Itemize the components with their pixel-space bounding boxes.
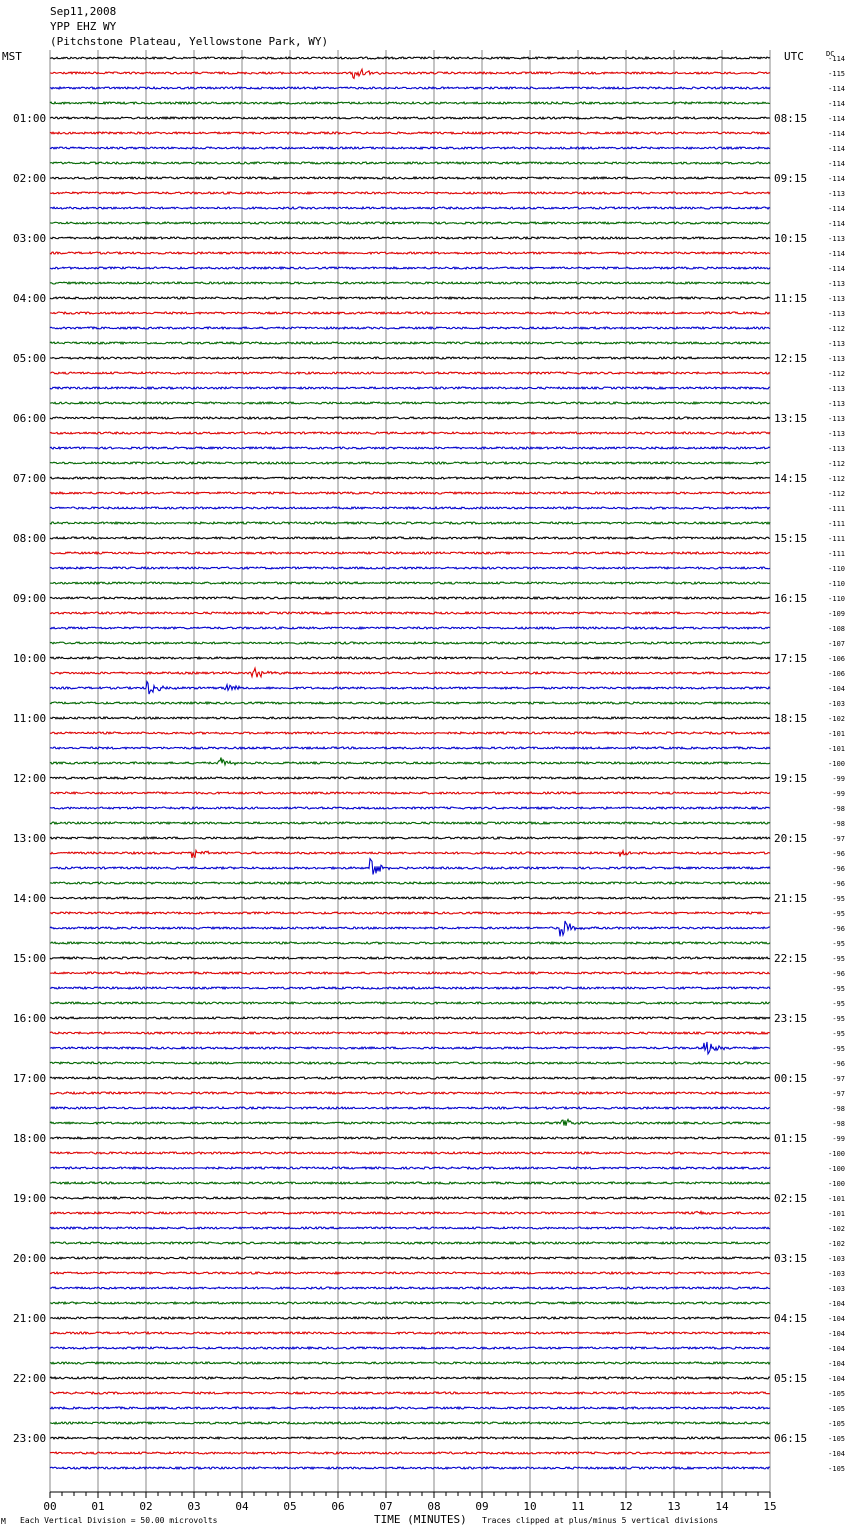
dc-offset-label: -99 [832, 1135, 845, 1143]
trace-45 [50, 732, 770, 734]
x-tick-label: 08 [427, 1500, 441, 1513]
right-hour-label: 03:15 [774, 1252, 808, 1265]
trace-46 [50, 747, 770, 749]
left-hour-labels [13, 112, 46, 1445]
dc-offset-label: -100 [828, 1150, 845, 1158]
dc-offset-label: -95 [832, 1045, 845, 1053]
dc-offset-label: -103 [828, 700, 845, 708]
dc-offset-label: -96 [832, 925, 845, 933]
dc-offset-label: -104 [828, 1345, 845, 1353]
right-hour-label: 14:15 [774, 472, 808, 485]
dc-offset-label: -113 [828, 235, 845, 243]
dc-offset-label: -114 [828, 160, 845, 168]
dc-offset-label: -95 [832, 955, 845, 963]
dc-header: DC [826, 50, 835, 58]
trace-60 [50, 957, 770, 959]
trace-71 [50, 1119, 770, 1125]
dc-offset-label: -104 [828, 1360, 845, 1368]
trace-41 [50, 668, 770, 677]
trace-64 [50, 1017, 770, 1019]
left-hour-label: 10:00 [13, 652, 47, 665]
dc-offset-label: -102 [828, 1225, 845, 1233]
trace-21 [50, 372, 770, 374]
x-tick-label: 03 [187, 1500, 201, 1513]
right-hour-label: 04:15 [774, 1312, 808, 1325]
right-hour-label: 01:15 [774, 1132, 808, 1145]
trace-74 [50, 1167, 770, 1169]
trace-87 [50, 1362, 770, 1364]
trace-59 [50, 942, 770, 944]
trace-44 [50, 717, 770, 719]
traces [50, 57, 770, 1469]
left-hour-label: 16:00 [13, 1012, 47, 1025]
trace-37 [50, 612, 770, 614]
left-hour-label: 23:00 [13, 1432, 47, 1445]
dc-offset-label: -111 [828, 535, 845, 543]
dc-offset-label: -103 [828, 1270, 845, 1278]
trace-6 [50, 147, 770, 149]
dc-offset-label: -113 [828, 340, 845, 348]
trace-9 [50, 192, 770, 194]
trace-73 [50, 1152, 770, 1154]
left-hour-label: 03:00 [13, 232, 47, 245]
dc-offset-label: -102 [828, 1240, 845, 1248]
x-tick-label: 09 [475, 1500, 489, 1513]
trace-62 [50, 987, 770, 989]
dc-offset-label: -114 [828, 175, 845, 183]
dc-offset-label: -113 [828, 400, 845, 408]
right-hour-label: 00:15 [774, 1072, 808, 1085]
right-hour-label: 17:15 [774, 652, 808, 665]
left-hour-label: 06:00 [13, 412, 47, 425]
dc-offset-label: -101 [828, 1210, 845, 1218]
trace-70 [50, 1107, 770, 1109]
dc-offset-label: -112 [828, 325, 845, 333]
trace-28 [50, 477, 770, 479]
trace-20 [50, 357, 770, 359]
dc-offset-label: -104 [828, 1450, 845, 1458]
dc-offset-label: -105 [828, 1435, 845, 1443]
right-hour-label: 19:15 [774, 772, 808, 785]
x-tick-label: 13 [667, 1500, 681, 1513]
dc-offset-label: -105 [828, 1420, 845, 1428]
trace-39 [50, 642, 770, 644]
dc-offset-label: -100 [828, 1180, 845, 1188]
trace-22 [50, 387, 770, 389]
left-hour-label: 14:00 [13, 892, 47, 905]
trace-66 [50, 1042, 770, 1054]
trace-17 [50, 312, 770, 314]
dc-offset-label: -111 [828, 520, 845, 528]
dc-offset-label: -114 [828, 115, 845, 123]
trace-8 [50, 177, 770, 179]
trace-49 [50, 792, 770, 794]
trace-90 [50, 1407, 770, 1409]
dc-offset-label: -114 [828, 100, 845, 108]
dc-offset-label: -112 [828, 370, 845, 378]
left-hour-label: 04:00 [13, 292, 47, 305]
dc-offset-label: -100 [828, 760, 845, 768]
trace-16 [50, 297, 770, 299]
dc-offset-label: -104 [828, 685, 845, 693]
trace-58 [50, 921, 770, 936]
right-hour-label: 08:15 [774, 112, 808, 125]
dc-offset-label: -100 [828, 1165, 845, 1173]
dc-offset-label: -114 [828, 55, 845, 63]
trace-72 [50, 1137, 770, 1139]
left-hour-label: 01:00 [13, 112, 47, 125]
trace-75 [50, 1182, 770, 1184]
trace-89 [50, 1392, 770, 1394]
dc-offset-label: -97 [832, 835, 845, 843]
dc-offset-label: -104 [828, 1375, 845, 1383]
dc-offset-label: -96 [832, 865, 845, 873]
right-hour-label: 18:15 [774, 712, 808, 725]
dc-offset-label: -102 [828, 715, 845, 723]
x-tick-label: 01 [91, 1500, 105, 1513]
trace-88 [50, 1377, 770, 1379]
dc-offset-label: -95 [832, 910, 845, 918]
dc-offset-label: -96 [832, 880, 845, 888]
dc-offset-label: -110 [828, 565, 845, 573]
trace-84 [50, 1317, 770, 1319]
trace-30 [50, 507, 770, 509]
right-hour-label: 12:15 [774, 352, 808, 365]
left-hour-label: 12:00 [13, 772, 47, 785]
dc-offset-label: -113 [828, 430, 845, 438]
dc-offset-label: -101 [828, 730, 845, 738]
dc-offset-label: -95 [832, 1015, 845, 1023]
trace-50 [50, 807, 770, 809]
dc-offset-labels [828, 55, 845, 1473]
trace-65 [50, 1032, 770, 1034]
trace-14 [50, 267, 770, 269]
dc-offset-label: -112 [828, 460, 845, 468]
trace-85 [50, 1332, 770, 1334]
left-hour-label: 17:00 [13, 1072, 47, 1085]
left-hour-label: 13:00 [13, 832, 47, 845]
trace-55 [50, 882, 770, 884]
trace-78 [50, 1227, 770, 1229]
trace-77 [50, 1211, 770, 1214]
dc-offset-label: -114 [828, 220, 845, 228]
right-hour-label: 02:15 [774, 1192, 808, 1205]
trace-0 [50, 57, 770, 59]
x-tick-label: 07 [379, 1500, 393, 1513]
right-hour-label: 23:15 [774, 1012, 808, 1025]
dc-offset-label: -115 [828, 70, 845, 78]
dc-offset-label: -105 [828, 1405, 845, 1413]
left-hour-label: 22:00 [13, 1372, 47, 1385]
trace-53 [50, 850, 770, 857]
x-tick-label: 10 [523, 1500, 537, 1513]
trace-23 [50, 402, 770, 404]
dc-offset-label: -101 [828, 745, 845, 753]
header-station: YPP EHZ WY [50, 20, 117, 33]
trace-35 [50, 582, 770, 584]
dc-offset-label: -113 [828, 295, 845, 303]
trace-15 [50, 282, 770, 284]
trace-11 [50, 222, 770, 224]
trace-34 [50, 567, 770, 569]
trace-12 [50, 237, 770, 239]
trace-63 [50, 1002, 770, 1004]
dc-offset-label: -114 [828, 205, 845, 213]
dc-offset-label: -110 [828, 595, 845, 603]
trace-48 [50, 777, 770, 779]
trace-18 [50, 327, 770, 329]
dc-offset-label: -98 [832, 1105, 845, 1113]
dc-offset-label: -95 [832, 940, 845, 948]
trace-40 [50, 657, 770, 659]
trace-68 [50, 1077, 770, 1079]
right-hour-label: 22:15 [774, 952, 808, 965]
left-hour-label: 15:00 [13, 952, 47, 965]
dc-offset-label: -96 [832, 850, 845, 858]
dc-offset-label: -110 [828, 580, 845, 588]
trace-76 [50, 1197, 770, 1199]
dc-offset-label: -98 [832, 805, 845, 813]
x-tick-label: 12 [619, 1500, 633, 1513]
right-timezone: UTC [784, 50, 804, 63]
right-hour-labels [774, 112, 807, 1445]
dc-offset-label: -95 [832, 985, 845, 993]
trace-57 [50, 912, 770, 914]
left-hour-label: 09:00 [13, 592, 47, 605]
dc-offset-label: -111 [828, 550, 845, 558]
trace-54 [50, 859, 770, 875]
trace-1 [50, 69, 770, 78]
dc-offset-label: -103 [828, 1255, 845, 1263]
trace-32 [50, 537, 770, 539]
trace-51 [50, 822, 770, 824]
trace-33 [50, 552, 770, 554]
trace-24 [50, 417, 770, 419]
left-hour-label: 07:00 [13, 472, 47, 485]
right-hour-label: 20:15 [774, 832, 808, 845]
clip-note: Traces clipped at plus/minus 5 vertical divisions [482, 1516, 719, 1525]
trace-19 [50, 342, 770, 344]
left-hour-label: 11:00 [13, 712, 47, 725]
dc-offset-label: -104 [828, 1300, 845, 1308]
dc-offset-label: -95 [832, 1030, 845, 1038]
trace-86 [50, 1347, 770, 1349]
x-tick-label: 15 [763, 1500, 777, 1513]
dc-offset-label: -112 [828, 475, 845, 483]
dc-offset-label: -114 [828, 85, 845, 93]
trace-42 [50, 682, 770, 694]
trace-91 [50, 1422, 770, 1424]
dc-offset-label: -113 [828, 190, 845, 198]
dc-offset-label: -113 [828, 355, 845, 363]
dc-offset-label: -99 [832, 775, 845, 783]
trace-29 [50, 492, 770, 494]
x-tick-label: 06 [331, 1500, 345, 1513]
trace-25 [50, 432, 770, 434]
trace-10 [50, 207, 770, 209]
trace-83 [50, 1302, 770, 1304]
dc-offset-label: -113 [828, 445, 845, 453]
trace-52 [50, 837, 770, 839]
dc-offset-label: -113 [828, 415, 845, 423]
trace-67 [50, 1062, 770, 1064]
dc-offset-label: -107 [828, 640, 845, 648]
dc-offset-label: -104 [828, 1315, 845, 1323]
right-hour-label: 11:15 [774, 292, 808, 305]
header-date: Sep11,2008 [50, 5, 117, 18]
scale-note: Each Vertical Division = 50.00 microvolts [20, 1516, 218, 1525]
trace-13 [50, 252, 770, 254]
trace-56 [50, 897, 770, 899]
right-hour-label: 16:15 [774, 592, 808, 605]
left-timezone: MST [2, 50, 22, 63]
dc-offset-label: -95 [832, 895, 845, 903]
trace-7 [50, 162, 770, 164]
dc-offset-label: -106 [828, 655, 845, 663]
dc-offset-label: -113 [828, 385, 845, 393]
x-axis-title: TIME (MINUTES) [374, 1513, 467, 1526]
trace-94 [50, 1467, 770, 1469]
dc-offset-label: -96 [832, 970, 845, 978]
x-axis [43, 1492, 776, 1513]
dc-offset-label: -105 [828, 1465, 845, 1473]
trace-82 [50, 1287, 770, 1289]
dc-offset-label: -105 [828, 1390, 845, 1398]
x-tick-label: 14 [715, 1500, 729, 1513]
trace-80 [50, 1257, 770, 1259]
dc-offset-label: -104 [828, 1330, 845, 1338]
dc-offset-label: -114 [828, 130, 845, 138]
dc-offset-label: -112 [828, 490, 845, 498]
corner-mark: M [1, 1517, 6, 1526]
trace-4 [50, 117, 770, 119]
dc-offset-label: -113 [828, 310, 845, 318]
left-hour-label: 08:00 [13, 532, 47, 545]
x-tick-label: 04 [235, 1500, 249, 1513]
trace-2 [50, 87, 770, 89]
right-hour-label: 13:15 [774, 412, 808, 425]
trace-26 [50, 447, 770, 449]
trace-61 [50, 972, 770, 974]
left-hour-label: 21:00 [13, 1312, 47, 1325]
dc-offset-label: -97 [832, 1090, 845, 1098]
trace-92 [50, 1437, 770, 1439]
left-hour-label: 18:00 [13, 1132, 47, 1145]
left-hour-label: 02:00 [13, 172, 47, 185]
left-hour-label: 20:00 [13, 1252, 47, 1265]
dc-offset-label: -101 [828, 1195, 845, 1203]
dc-offset-label: -98 [832, 1120, 845, 1128]
dc-offset-label: -96 [832, 1060, 845, 1068]
right-hour-label: 10:15 [774, 232, 808, 245]
trace-38 [50, 627, 770, 629]
x-tick-label: 05 [283, 1500, 297, 1513]
dc-offset-label: -114 [828, 145, 845, 153]
dc-offset-label: -99 [832, 790, 845, 798]
x-tick-label: 00 [43, 1500, 57, 1513]
right-hour-label: 15:15 [774, 532, 808, 545]
trace-69 [50, 1092, 770, 1094]
right-hour-label: 09:15 [774, 172, 808, 185]
right-hour-label: 21:15 [774, 892, 808, 905]
dc-offset-label: -113 [828, 280, 845, 288]
trace-81 [50, 1272, 770, 1274]
dc-offset-label: -111 [828, 505, 845, 513]
dc-offset-label: -97 [832, 1075, 845, 1083]
trace-3 [50, 102, 770, 104]
trace-79 [50, 1242, 770, 1244]
dc-offset-label: -109 [828, 610, 845, 618]
trace-27 [50, 462, 770, 464]
dc-offset-label: -114 [828, 265, 845, 273]
x-tick-label: 11 [571, 1500, 585, 1513]
header-location: (Pitchstone Plateau, Yellowstone Park, WY) [50, 35, 329, 48]
dc-offset-label: -95 [832, 1000, 845, 1008]
dc-offset-label: -114 [828, 250, 845, 258]
dc-offset-label: -98 [832, 820, 845, 828]
trace-31 [50, 522, 770, 524]
trace-36 [50, 597, 770, 599]
dc-offset-label: -108 [828, 625, 845, 633]
right-hour-label: 05:15 [774, 1372, 808, 1385]
left-hour-label: 05:00 [13, 352, 47, 365]
right-hour-label: 06:15 [774, 1432, 808, 1445]
trace-43 [50, 702, 770, 704]
dc-offset-label: -103 [828, 1285, 845, 1293]
trace-5 [50, 132, 770, 134]
dc-offset-label: -106 [828, 670, 845, 678]
x-tick-label: 02 [139, 1500, 153, 1513]
trace-47 [50, 758, 770, 765]
left-hour-label: 19:00 [13, 1192, 47, 1205]
trace-93 [50, 1452, 770, 1454]
